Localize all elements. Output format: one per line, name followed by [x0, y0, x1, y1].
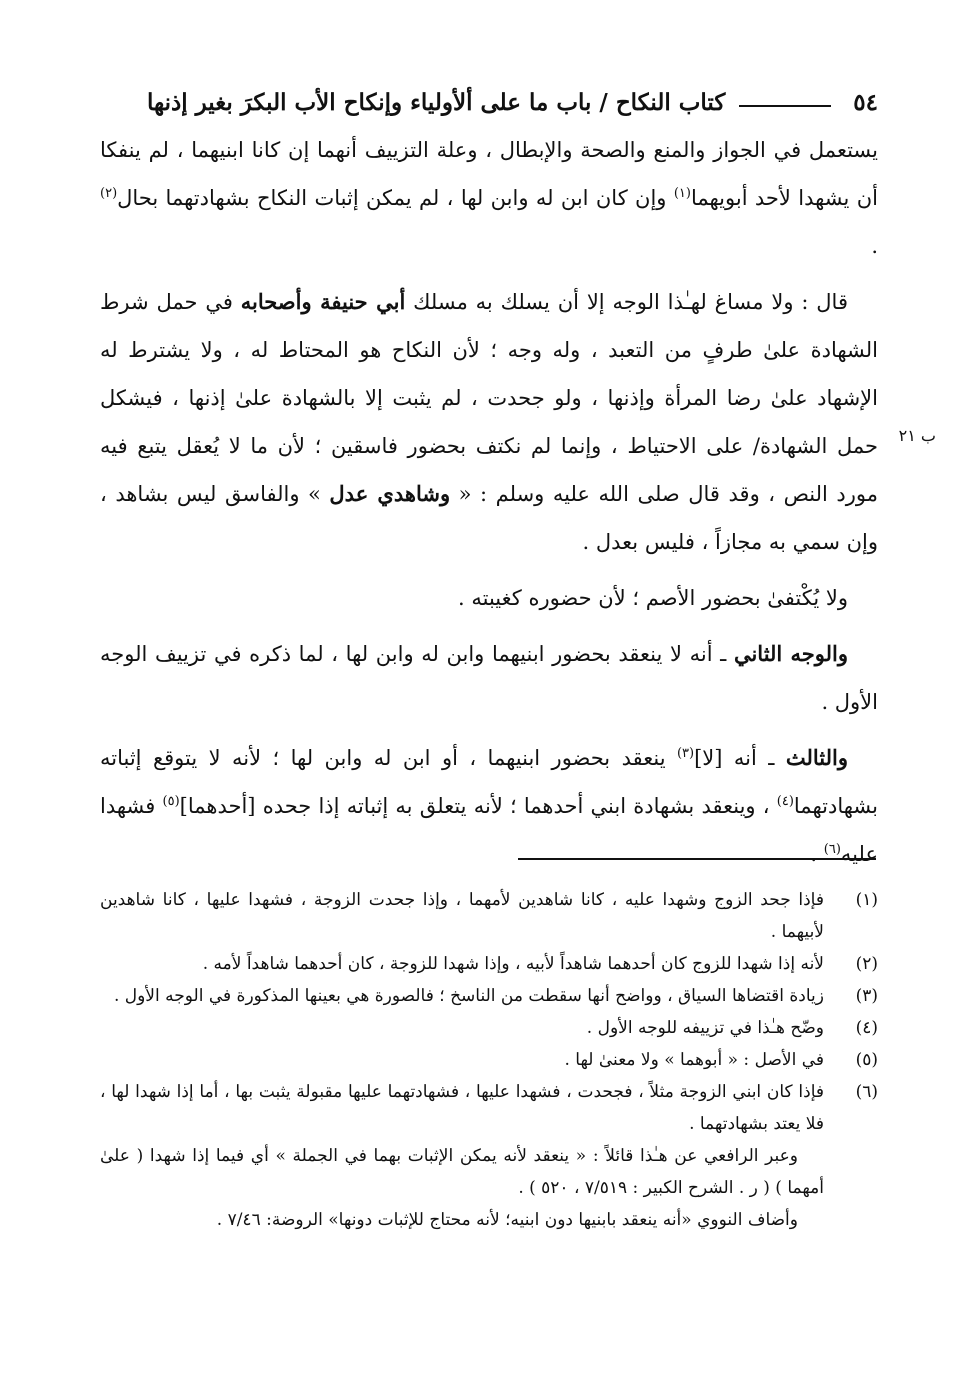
footnote-number: (٣) [855, 986, 878, 1006]
footnote-6-continuation: وعبر الرافعي عن هـٰذا قائلاً : « ينعقد لأنه يمكن الإثبات بهما في الجملة » أي فيما إذا شهدا ( علىٰ أمهما ) ( ر . الشرح الكبير : ٧/٥١٩ ، ٥٢٠ ) . [100, 1146, 824, 1198]
text-span: ينعقد بحضور ابنيهما ، أو ابن له وابن لها ؛ لأنه لا يتوقع إثباته بشهادتهما [100, 746, 878, 818]
footnote-text: زيادة اقتضاها السياق ، وواضح أنها سقطت من الناسخ ؛ فالصورة هي بعينها المذكورة في الوجه الأول . [113, 986, 824, 1006]
footnote-ref-6: (٦) [823, 842, 841, 857]
footnote-text: لأنه إذا شهدا للزوج كان أحدهما شاهداً لأبيه ، وإذا شهدا للزوجة ، كان أحدهما شاهداً لأمه . [202, 954, 824, 974]
footnote-number: (١) [855, 890, 878, 910]
footnote-number: (٤) [855, 1018, 878, 1038]
footnote-number: (٦) [855, 1082, 878, 1102]
text-span: . [871, 234, 878, 258]
paragraph-2 [100, 278, 878, 566]
footnote-1 [100, 884, 878, 948]
footnote-separator [518, 858, 876, 860]
bold-term: والوجه الثاني [733, 641, 849, 666]
footnote-text: في الأصل : « أبوهما » ولا معنىٰ لها . [564, 1050, 824, 1070]
text-span: ـ أنه [لا] [694, 746, 786, 770]
header-title: كتاب النكاح / باب ما على ألأولياء وإنكاح الأب البكرَ بغير إذنها [146, 88, 726, 116]
footnote-text: وضّح هـٰذا في تزييفه للوجه الأول . [586, 1018, 824, 1038]
text-span: . [810, 842, 824, 866]
footnote-number: (٥) [855, 1050, 878, 1070]
margin-note: ب ٢١ [898, 426, 936, 445]
text-span: قال : ولا مساغ لهـٰذا الوجه إلا أن يسلك به مسلك [405, 290, 848, 314]
text-span: يستعمل في الجواز والمنع والصحة والإبطال ، وعلة التزييف أنهما إن كانا ابنيهما ، لم ينفكا أن يشهدا لأحد أبويهما [100, 138, 878, 210]
text-span: وإن كان ابن له وابن لها ، لم يمكن إثبات النكاح بشهادتهما بحال [117, 186, 674, 210]
footnote-6-continuation: وأضاف النووي «أنه ينعقد بابنيها دون ابنيه؛ لأنه محتاج للإثبات دونها» الروضة: ٧/٤٦ . [216, 1210, 798, 1230]
bold-quote: وشاهدي عدل [329, 481, 451, 506]
running-header [100, 80, 878, 124]
paragraph-4 [100, 630, 878, 726]
paragraph-1 [100, 126, 878, 270]
footnote-ref-4: (٤) [776, 794, 794, 809]
footnote-3 [100, 980, 878, 1012]
main-text [100, 126, 878, 886]
footnotes [100, 884, 878, 1236]
bold-term: والثالث [785, 745, 848, 770]
page-number: ٥٤ [853, 88, 878, 116]
paragraph-3: ولا يُكْتفىٰ بحضور الأصم ؛ لأن حضوره كغيبته . [458, 586, 848, 610]
text-span: ، وينعقد بشهادة ابني أحدهما ؛ لأنه يتعلق به إثباته إذا جحده [أحدهما] [179, 794, 777, 818]
text-span: فشهدا عليه [100, 794, 878, 866]
footnote-text: فإذا كان ابني الزوجة مثلاً ، فجحدت ، فشهدا عليها ، فشهادتهما عليها مقبولة يثبت بها ، أما إذا شهدا لها ، فلا يعتد بشهادتهما . [100, 1082, 824, 1134]
footnote-2 [100, 948, 878, 980]
text-span: في حمل شرط الشهادة علىٰ طرفٍ من التعبد ، وله وجه ؛ لأن النكاح هو المحتاط له ، ولا يشترط له الإشهاد علىٰ رضا المرأة وإذنها ، ولو جحدت ، لم يثبت إلا بالشهادة علىٰ إذنها ، فيشكل حمل الشهادة/ على الاحتياط ، وإنما لم نكتف بحضور فاسقين ؛ لأن ما لا يُعقل يتبع فيه مورد النص ، وقد قال صلى الله عليه وسلم : « [100, 290, 879, 506]
footnote-number: (٢) [855, 954, 878, 974]
header-rule [739, 105, 831, 107]
text-span: ـ أنه لا ينعقد بحضور ابنيهما وابن له وابن لها ، لما ذكره في تزييف الوجه الأول . [100, 642, 878, 714]
text-span: » والفاسق ليس بشاهد ، وإن سمي به مجازاً ، فليس بعدل . [100, 482, 878, 554]
footnote-6 [100, 1076, 878, 1140]
footnote-ref-2: (٢) [100, 186, 118, 201]
footnote-text: فإذا جحد الزوج وشهدا عليه ، كانا شاهدين لأمهما ، وإذا جحدت الزوجة ، فشهدا عليها ، كانا شاهدين لأبيهما . [100, 890, 824, 942]
paragraph-5 [100, 734, 878, 878]
footnote-5 [100, 1044, 878, 1076]
footnote-ref-1: (١) [673, 186, 691, 201]
footnote-4 [100, 1012, 878, 1044]
footnote-ref-3: (٣) [676, 746, 695, 761]
bold-term: أبي حنيفة وأصحابه [240, 289, 406, 314]
footnote-ref-5: (٥) [162, 794, 180, 809]
